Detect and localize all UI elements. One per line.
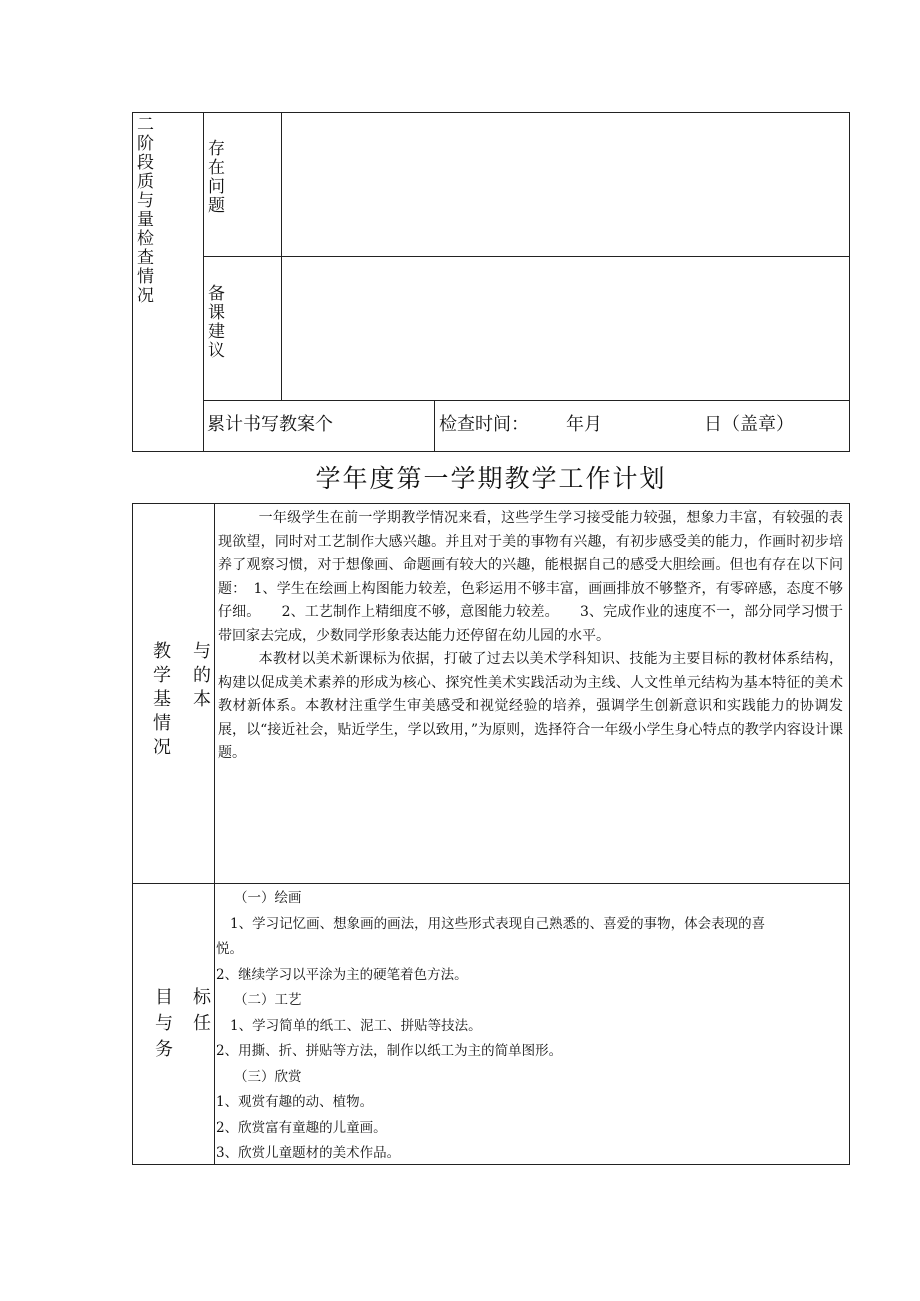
lesson-count-label: 累计书写教案个 — [207, 414, 333, 435]
top-table-border-left — [132, 112, 133, 452]
top-table-divider — [281, 112, 282, 401]
top-table-divider — [434, 400, 435, 452]
check-time-label: 检查时间： — [439, 414, 529, 435]
plan-table-border-left — [132, 503, 133, 1165]
goal-item: 2、欣赏富有童趣的儿童画。 — [216, 1119, 387, 1136]
section-heading-craft: （二）工艺 — [234, 992, 302, 1008]
goal-item-continued: 悦。 — [216, 941, 243, 957]
goals-tasks-label-col2: 标任 — [193, 987, 211, 1034]
goal-item: 2、继续学习以平涂为主的硬笔着色方法。 — [216, 966, 468, 983]
day-seal-label: 日（盖章） — [704, 414, 794, 435]
plan-title: 学年度第一学期教学工作计划 — [315, 464, 667, 493]
goal-item: 1、学习简单的纸工、泥工、拼贴等技法。 — [230, 1017, 482, 1034]
top-table-border-top — [132, 112, 850, 113]
goal-item: 1、观赏有趣的动、植物。 — [216, 1094, 374, 1110]
top-table-divider — [203, 112, 204, 452]
plan-table-border-top — [132, 503, 850, 504]
goal-item: 2、用撕、折、拼贴等方法，制作以纸工为主的简单图形。 — [216, 1043, 563, 1059]
basic-situation-content — [218, 507, 843, 766]
textbook-paragraph: 本教材以美术新课标为依据，打破了过去以美术学科知识、技能为主要目标的教材体系结构，构建以促成美术素养的形成为核心、探究性美术实践活动为主线、人文性单元结构为基本特征的美术教材新体系。本教材注重学生审美感受和视觉经验的培养，强调学生创新意识和实践能力的协调发展，以“接近社会，贴近学生，学以致用，”为原则，选择符合一年级小学生身心特点的教学内容设计课题。 — [218, 651, 843, 761]
section-heading-painting: （一）绘画 — [234, 890, 302, 906]
section-heading-appreciation: （三）欣赏 — [234, 1068, 302, 1085]
issues-label: 存在问题 — [208, 139, 225, 216]
plan-table-border-right — [849, 503, 850, 1165]
top-table-border-bottom — [132, 451, 850, 452]
stage-check-label: 二阶段质与量检查情况 — [137, 115, 154, 306]
plan-table-divider — [214, 503, 215, 1165]
goals-content — [216, 886, 848, 1167]
goals-tasks-label: 目与务 — [155, 987, 173, 1060]
goal-item: 3、欣赏儿童题材的美术作品。 — [216, 1145, 401, 1161]
plan-table-divider — [132, 883, 850, 884]
situation-paragraph: 一年级学生在前一学期教学情况来看，这些学生学习接受能力较强，想象力丰富，有较强的表现欲望，同时对工艺制作大感兴趣。并且对于美的事物有兴趣，有初步感受美的能力，作画时初步培养了观察习惯，对于想像画、命题画有较大的兴趣，能根据自己的感受大胆绘画。但也有存在以下问题： 1、学生在绘画上构图能力较差，色彩运用不够丰富，画画排放不够整齐，有零碎感，态度不够仔细。 2、工艺制作上精细度不够，意图能力较差。 3、完成作业的速度不一，部分同学习惯于带回家去完成，少数同学形象表达能力还停留在幼儿园的水平。 — [218, 510, 843, 644]
top-table-divider — [203, 400, 850, 401]
top-table-border-right — [849, 112, 850, 452]
year-month-label: 年月 — [566, 414, 602, 435]
basic-situation-label: 教学基情况 — [153, 641, 171, 758]
top-table-divider — [203, 256, 850, 257]
suggestion-label: 备课建议 — [208, 284, 225, 361]
basic-situation-label-col2: 与的本 — [193, 641, 211, 710]
goal-item: 1、学习记忆画、想象画的画法，用这些形式表现自己熟悉的、喜爱的事物，体会表现的喜 — [230, 915, 766, 932]
